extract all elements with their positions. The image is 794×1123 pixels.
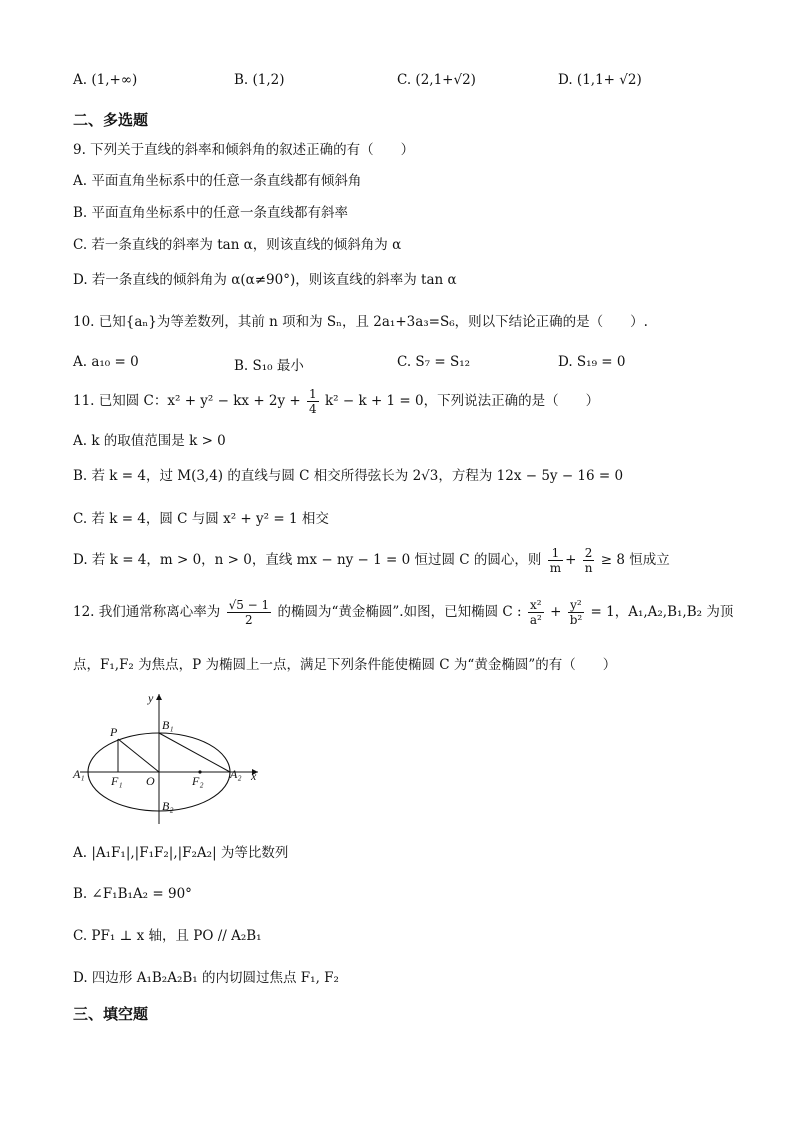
q12-stem-post: = 1，A₁,A₂,B₁,B₂ 为顶 bbox=[590, 604, 734, 620]
q10-option-b: B. S₁₀ 最小 bbox=[234, 358, 304, 374]
q10-stem: 10. 已知{aₙ}为等差数列，其前 n 项和为 Sₙ，且 2a₁+3a₃=S₆，则以下结论正确的是（ ）. bbox=[73, 314, 648, 330]
q12-stem-line2: 点，F₁,F₂ 为焦点，P 为椭圆上一点，满足下列条件能使椭圆 C 为“黄金椭圆”的有（ ） bbox=[73, 657, 617, 673]
segment-b1-a2 bbox=[159, 733, 230, 772]
q12-x-num: x² bbox=[528, 598, 544, 613]
q11-option-a: A. k 的取值范围是 k > 0 bbox=[73, 433, 226, 449]
label-b1: B₁ bbox=[162, 718, 174, 732]
q12-option-b: B. ∠F₁B₁A₂ = 90° bbox=[73, 886, 192, 902]
q10-option-a: A. a₁₀ = 0 bbox=[73, 354, 139, 370]
q8-option-c: C. (2,1+√2) bbox=[397, 72, 476, 88]
q12-option-d: D. 四边形 A₁B₂A₂B₁ 的内切圆过焦点 F₁, F₂ bbox=[73, 970, 339, 986]
label-p: P bbox=[110, 725, 118, 739]
q9-option-c: C. 若一条直线的斜率为 tan α，则该直线的倾斜角为 α bbox=[73, 237, 402, 253]
segment-p-o bbox=[118, 739, 159, 772]
q11-d-fraction-1-num: 1 bbox=[548, 546, 563, 561]
label-y: y bbox=[148, 691, 154, 705]
section-heading-fill-in: 三、填空题 bbox=[73, 1005, 149, 1023]
label-f2: F₂ bbox=[192, 774, 204, 788]
q11-d-fraction-2 bbox=[583, 546, 595, 575]
q12-e-den: 2 bbox=[245, 613, 253, 627]
q12-stem bbox=[73, 594, 733, 630]
section-heading-multiple-choice: 二、多选题 bbox=[73, 111, 149, 129]
q12-y-num: y² bbox=[568, 598, 585, 613]
q11-fraction bbox=[307, 387, 319, 416]
label-a1: A₁ bbox=[73, 767, 85, 781]
q11-option-c: C. 若 k = 4，圆 C 与圆 x² + y² = 1 相交 bbox=[73, 511, 329, 527]
q10-option-c: C. S₇ = S₁₂ bbox=[397, 354, 471, 370]
q8-option-b: B. (1,2) bbox=[234, 72, 285, 88]
q12-eccentricity-fraction bbox=[227, 598, 272, 627]
q12-y-den: b² bbox=[569, 613, 583, 627]
q11-d-fraction-1 bbox=[548, 546, 563, 575]
q11-stem-pre: 11. 已知圆 C：x² + y² − kx + 2y + bbox=[73, 393, 301, 409]
q9-option-b: B. 平面直角坐标系中的任意一条直线都有斜率 bbox=[73, 205, 349, 221]
q11-d-fraction-1-den: m bbox=[549, 561, 562, 575]
q9-option-d: D. 若一条直线的倾斜角为 α(α≠90°)，则该直线的斜率为 tan α bbox=[73, 272, 457, 288]
q10-option-d: D. S₁₉ = 0 bbox=[558, 354, 626, 370]
q9-option-a: A. 平面直角坐标系中的任意一条直线都有倾斜角 bbox=[73, 173, 362, 189]
q11-fraction-num: 1 bbox=[309, 387, 317, 401]
label-a2: A₂ bbox=[230, 767, 242, 781]
label-o: O bbox=[146, 774, 155, 788]
q12-option-c: C. PF₁ ⊥ x 轴，且 PO // A₂B₁ bbox=[73, 928, 262, 944]
q11-d-post: ≥ 8 恒成立 bbox=[600, 552, 670, 568]
q11-stem-post: k² − k + 1 = 0，下列说法正确的是（ ） bbox=[324, 393, 600, 409]
label-b2: B₂ bbox=[162, 799, 174, 813]
q12-option-a: A. |A₁F₁|,|F₁F₂|,|F₂A₂| 为等比数列 bbox=[73, 845, 289, 861]
q12-e-num: √5 − 1 bbox=[228, 598, 270, 612]
q11-stem bbox=[73, 384, 599, 418]
q11-d-pre: D. 若 k = 4，m > 0，n > 0，直线 mx − ny − 1 = 0 恒过圆 C 的圆心，则 bbox=[73, 552, 542, 568]
q11-option-d: D. 若 k = 4，m > 0，n > 0，直线 mx − ny − 1 = 0 恒过圆 C 的圆心，则 $\frac{1}{m}$ + $\frac{2}{n}$ ≥ 8 恒成立 bbox=[73, 546, 670, 575]
q9-stem: 9. 下列关于直线的斜率和倾斜角的叙述正确的有（ ） bbox=[73, 142, 415, 158]
label-x: x bbox=[251, 769, 257, 783]
q8-option-d: D. (1,1+ √2) bbox=[558, 72, 642, 88]
q12-stem-pre: 12. 我们通常称离心率为 bbox=[73, 604, 221, 620]
q12-stem-mid: 的椭圆为“黄金椭圆”.如图，已知椭圆 C : bbox=[277, 604, 522, 620]
ellipse-figure bbox=[70, 688, 270, 828]
q11-d-fraction-2-den: n bbox=[584, 561, 593, 575]
q11-fraction-den: 4 bbox=[309, 402, 317, 416]
q12-y-fraction bbox=[568, 598, 585, 627]
q12-x-den: a² bbox=[529, 613, 542, 627]
q12-x-fraction bbox=[528, 598, 544, 627]
q11-d-fraction-2-num: 2 bbox=[583, 546, 595, 561]
q8-option-a: A. (1,+∞) bbox=[73, 72, 138, 88]
label-f1: F₁ bbox=[111, 774, 123, 788]
q11-option-b: B. 若 k = 4，过 M(3,4) 的直线与圆 C 相交所得弦长为 2√3，方程为 12x − 5y − 16 = 0 bbox=[73, 468, 624, 484]
q12-plus: + bbox=[550, 604, 562, 620]
